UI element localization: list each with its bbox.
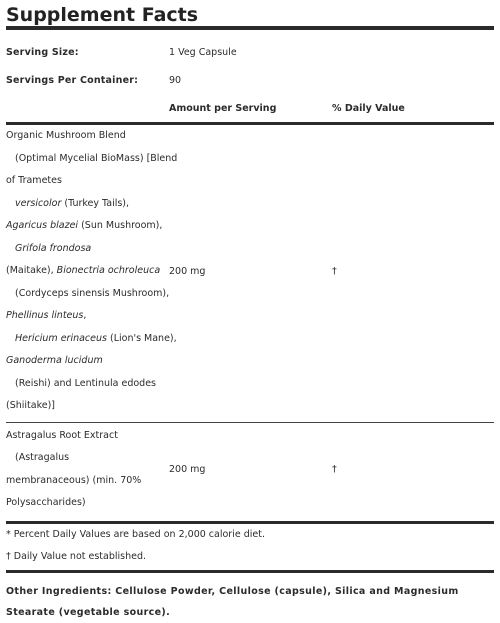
ingredient-line: (Cordyceps sinensis Mushroom), — [15, 287, 170, 299]
servings-per-container-label: Servings Per Container: — [6, 74, 139, 86]
footnote-percent-dv: * Percent Daily Values are based on 2,000 calorie diet. — [6, 528, 265, 540]
column-header-row — [6, 94, 494, 122]
ingredient-line: of Trametes — [6, 175, 62, 186]
ingredient-line: membranaceous) (min. 70% — [6, 474, 142, 486]
serving-info — [6, 30, 494, 122]
ingredient-row — [6, 125, 494, 422]
ingredient-amount: 200 mg — [169, 464, 206, 475]
ingredient-line: (Maitake), Bionectria ochroleuca — [6, 265, 161, 276]
ingredient-daily-value: † — [332, 464, 337, 475]
ingredient-daily-value: † — [332, 265, 337, 277]
ingredient-line: (Reishi) and Lentinula edodes — [15, 377, 156, 389]
serving-size-row — [6, 38, 494, 66]
servings-per-container-value: 90 — [169, 74, 182, 86]
amount-per-serving-header: Amount per Serving — [169, 103, 277, 114]
ingredient-line: versicolor (Turkey Tails), — [15, 197, 130, 209]
ingredient-line: Agaricus blazei (Sun Mushroom), — [6, 220, 163, 231]
ingredient-amount: 200 mg — [169, 265, 206, 277]
servings-per-container-row — [6, 66, 494, 94]
ingredient-line: Polysaccharides) — [6, 497, 86, 508]
daily-value-header: % Daily Value — [332, 103, 405, 114]
ingredient-line: Grifola frondosa — [15, 242, 92, 254]
footnote-dv-not-established: † Daily Value not established. — [6, 550, 147, 562]
ingredient-line: Hericium erinaceus (Lion's Mane), — [15, 332, 177, 344]
panel-title: Supplement Facts — [6, 0, 494, 30]
ingredient-line: (Astragalus — [15, 452, 70, 463]
ingredient-line: (Shiitake)] — [6, 400, 56, 411]
ingredient-line: Organic Mushroom Blend — [6, 130, 126, 141]
ingredient-line: Ganoderma lucidum — [6, 355, 103, 366]
serving-size-label: Serving Size: — [6, 46, 79, 58]
ingredient-line: (Optimal Mycelial BioMass) [Blend — [15, 152, 178, 164]
ingredient-line: Phellinus linteus, — [6, 310, 87, 321]
serving-size-value: 1 Veg Capsule — [169, 46, 237, 58]
ingredient-line: Astragalus Root Extract — [6, 429, 118, 441]
other-ingredients: Other Ingredients: Cellulose Powder, Cellulose (capsule), Silica and Magnesium Stearate (vegetable source). — [6, 585, 459, 618]
ingredient-name — [6, 125, 178, 418]
ingredient-name — [6, 425, 169, 515]
ingredient-row — [6, 423, 494, 521]
